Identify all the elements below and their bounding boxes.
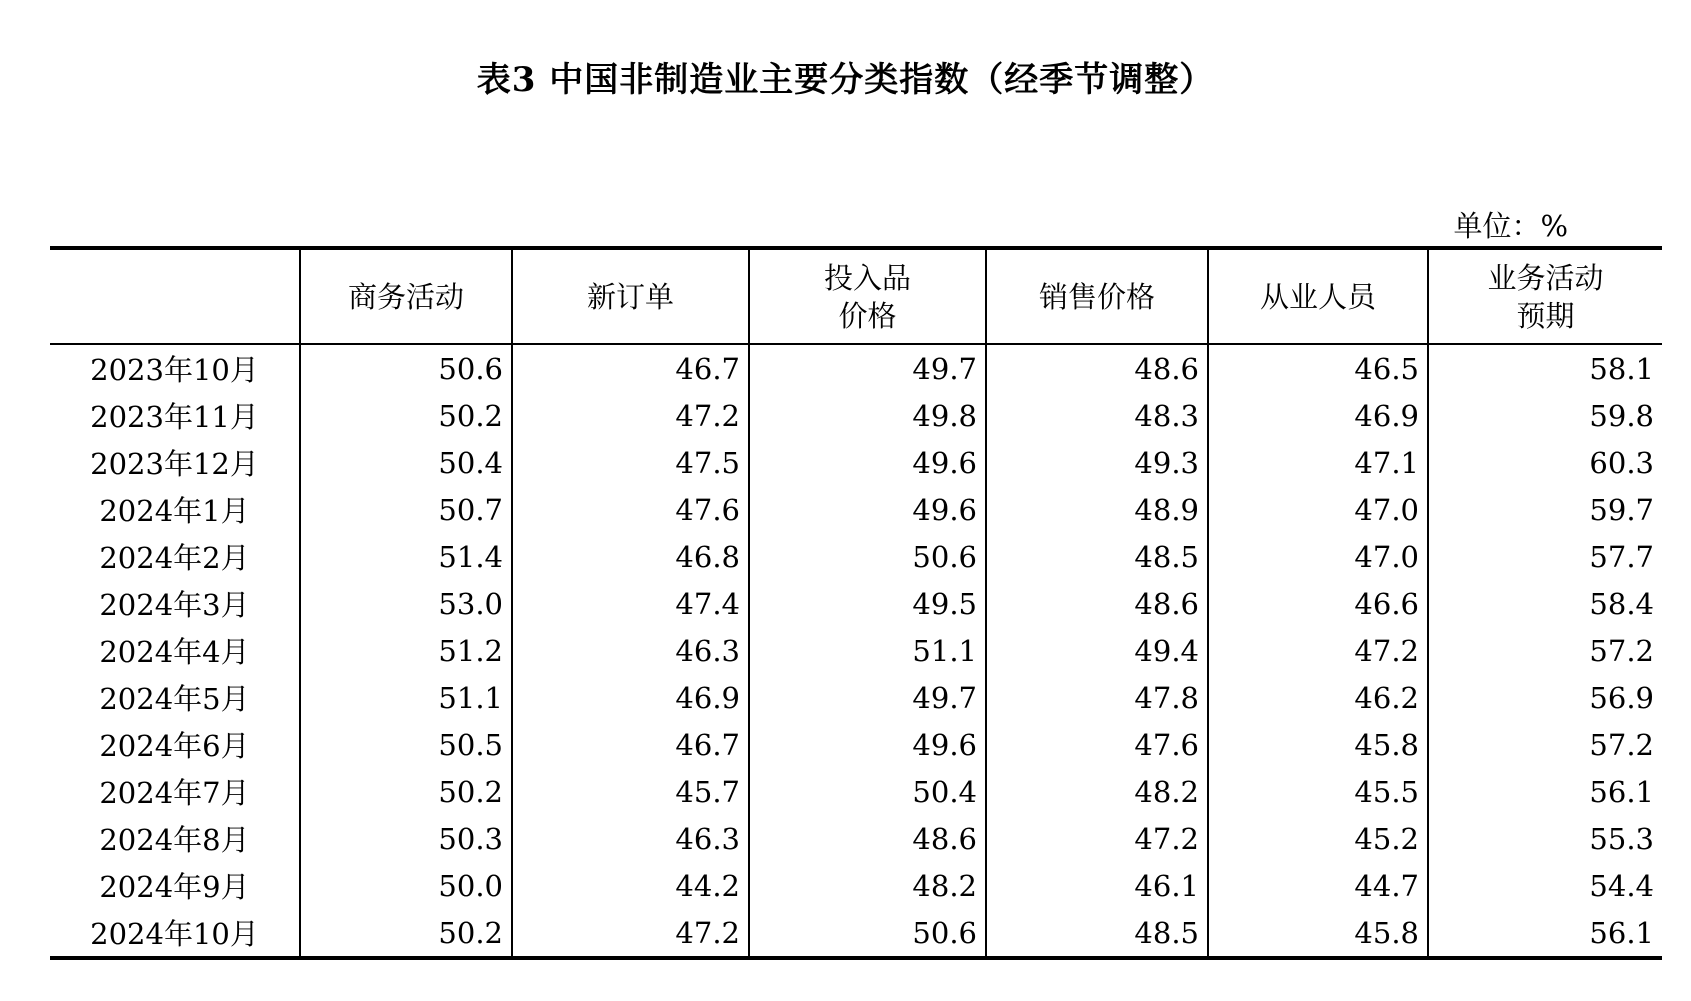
period-cell: 2024年2月 bbox=[99, 541, 250, 575]
value-cell-employment: 44.7 bbox=[1208, 862, 1428, 909]
value-cell-sales-prices: 48.2 bbox=[986, 768, 1208, 815]
column-header-period bbox=[50, 248, 300, 344]
column-header-input-prices bbox=[749, 248, 986, 344]
index-table bbox=[50, 246, 1662, 960]
value-cell-employment: 46.5 bbox=[1208, 344, 1428, 392]
table-row bbox=[50, 486, 1662, 533]
value-cell-new-orders: 47.5 bbox=[512, 439, 749, 486]
value-cell-input-prices: 49.7 bbox=[749, 344, 986, 392]
value-cell-input-prices: 50.6 bbox=[749, 909, 986, 958]
value-cell-new-orders: 46.7 bbox=[512, 344, 749, 392]
value-cell-employment: 45.8 bbox=[1208, 721, 1428, 768]
value-cell-employment: 45.5 bbox=[1208, 768, 1428, 815]
value-cell-sales-prices: 49.3 bbox=[986, 439, 1208, 486]
period-cell: 2024年3月 bbox=[99, 588, 250, 622]
value-cell-business-expectation: 58.1 bbox=[1428, 344, 1662, 392]
value-cell-business-expectation: 55.3 bbox=[1428, 815, 1662, 862]
value-cell-business-expectation: 54.4 bbox=[1428, 862, 1662, 909]
value-cell-employment: 47.0 bbox=[1208, 486, 1428, 533]
column-header-line: 业务活动 bbox=[1487, 260, 1604, 295]
value-cell-input-prices: 49.6 bbox=[749, 439, 986, 486]
table-row bbox=[50, 392, 1662, 439]
value-cell-business-activity: 51.4 bbox=[300, 533, 512, 580]
column-header-line: 销售价格 bbox=[1038, 279, 1155, 314]
period-cell: 2024年5月 bbox=[99, 682, 250, 716]
value-cell-sales-prices: 48.6 bbox=[986, 580, 1208, 627]
value-cell-employment: 46.2 bbox=[1208, 674, 1428, 721]
value-cell-business-activity: 53.0 bbox=[300, 580, 512, 627]
value-cell-new-orders: 44.2 bbox=[512, 862, 749, 909]
value-cell-input-prices: 50.4 bbox=[749, 768, 986, 815]
value-cell-business-activity: 50.2 bbox=[300, 392, 512, 439]
value-cell-employment: 47.2 bbox=[1208, 627, 1428, 674]
value-cell-business-expectation: 60.3 bbox=[1428, 439, 1662, 486]
value-cell-input-prices: 48.2 bbox=[749, 862, 986, 909]
value-cell-new-orders: 47.2 bbox=[512, 909, 749, 958]
column-header-employment bbox=[1208, 248, 1428, 344]
value-cell-sales-prices: 48.3 bbox=[986, 392, 1208, 439]
value-cell-new-orders: 46.3 bbox=[512, 627, 749, 674]
value-cell-new-orders: 47.4 bbox=[512, 580, 749, 627]
period-cell: 2024年7月 bbox=[99, 776, 250, 810]
value-cell-sales-prices: 48.5 bbox=[986, 909, 1208, 958]
column-header-line: 商务活动 bbox=[347, 279, 464, 314]
value-cell-input-prices: 49.8 bbox=[749, 392, 986, 439]
value-cell-input-prices: 50.6 bbox=[749, 533, 986, 580]
column-header-line: 投入品 bbox=[823, 260, 911, 295]
value-cell-business-activity: 50.2 bbox=[300, 909, 512, 958]
value-cell-employment: 46.9 bbox=[1208, 392, 1428, 439]
value-cell-business-activity: 50.4 bbox=[300, 439, 512, 486]
column-header-sales-prices bbox=[986, 248, 1208, 344]
column-header-new-orders bbox=[512, 248, 749, 344]
value-cell-business-expectation: 59.7 bbox=[1428, 486, 1662, 533]
value-cell-business-activity: 50.0 bbox=[300, 862, 512, 909]
period-cell: 2024年6月 bbox=[99, 729, 250, 763]
unit-label: 单位：% bbox=[1453, 209, 1568, 243]
value-cell-employment: 45.2 bbox=[1208, 815, 1428, 862]
table-row bbox=[50, 674, 1662, 721]
value-cell-input-prices: 49.5 bbox=[749, 580, 986, 627]
value-cell-new-orders: 46.7 bbox=[512, 721, 749, 768]
value-cell-sales-prices: 48.5 bbox=[986, 533, 1208, 580]
period-cell: 2024年10月 bbox=[90, 917, 259, 951]
value-cell-business-activity: 50.7 bbox=[300, 486, 512, 533]
column-header-line: 新订单 bbox=[586, 279, 674, 314]
value-cell-business-expectation: 57.2 bbox=[1428, 721, 1662, 768]
value-cell-input-prices: 49.6 bbox=[749, 721, 986, 768]
value-cell-input-prices: 51.1 bbox=[749, 627, 986, 674]
value-cell-sales-prices: 47.8 bbox=[986, 674, 1208, 721]
table-row bbox=[50, 768, 1662, 815]
table-row bbox=[50, 439, 1662, 486]
table-row bbox=[50, 533, 1662, 580]
table-row bbox=[50, 815, 1662, 862]
value-cell-sales-prices: 46.1 bbox=[986, 862, 1208, 909]
value-cell-employment: 45.8 bbox=[1208, 909, 1428, 958]
value-cell-new-orders: 46.8 bbox=[512, 533, 749, 580]
table-row bbox=[50, 862, 1662, 909]
header-row bbox=[50, 248, 1662, 344]
value-cell-input-prices: 49.7 bbox=[749, 674, 986, 721]
period-cell: 2024年1月 bbox=[99, 494, 250, 528]
period-cell: 2024年4月 bbox=[99, 635, 250, 669]
value-cell-new-orders: 46.3 bbox=[512, 815, 749, 862]
value-cell-sales-prices: 48.9 bbox=[986, 486, 1208, 533]
value-cell-new-orders: 45.7 bbox=[512, 768, 749, 815]
value-cell-business-expectation: 56.1 bbox=[1428, 909, 1662, 958]
table-row bbox=[50, 909, 1662, 958]
table-row bbox=[50, 344, 1662, 392]
value-cell-business-expectation: 57.7 bbox=[1428, 533, 1662, 580]
value-cell-business-expectation: 58.4 bbox=[1428, 580, 1662, 627]
value-cell-input-prices: 48.6 bbox=[749, 815, 986, 862]
value-cell-business-activity: 51.2 bbox=[300, 627, 512, 674]
value-cell-business-expectation: 56.1 bbox=[1428, 768, 1662, 815]
value-cell-sales-prices: 47.2 bbox=[986, 815, 1208, 862]
value-cell-new-orders: 46.9 bbox=[512, 674, 749, 721]
table-row bbox=[50, 721, 1662, 768]
value-cell-sales-prices: 49.4 bbox=[986, 627, 1208, 674]
table-row bbox=[50, 627, 1662, 674]
table-row bbox=[50, 580, 1662, 627]
column-header-business-expectation bbox=[1428, 248, 1662, 344]
value-cell-sales-prices: 47.6 bbox=[986, 721, 1208, 768]
value-cell-business-expectation: 56.9 bbox=[1428, 674, 1662, 721]
column-header-line: 从业人员 bbox=[1259, 279, 1376, 314]
period-cell: 2024年9月 bbox=[99, 870, 250, 904]
period-cell: 2023年11月 bbox=[90, 400, 259, 434]
column-header-line: 预期 bbox=[1516, 298, 1575, 333]
value-cell-input-prices: 49.6 bbox=[749, 486, 986, 533]
value-cell-new-orders: 47.6 bbox=[512, 486, 749, 533]
column-header-line: 价格 bbox=[838, 298, 897, 333]
table-title: 表3 中国非制造业主要分类指数（经季节调整） bbox=[476, 60, 1215, 100]
value-cell-business-activity: 50.2 bbox=[300, 768, 512, 815]
value-cell-business-activity: 50.6 bbox=[300, 344, 512, 392]
column-header-business-activity bbox=[300, 248, 512, 344]
value-cell-employment: 47.0 bbox=[1208, 533, 1428, 580]
value-cell-business-expectation: 57.2 bbox=[1428, 627, 1662, 674]
value-cell-business-expectation: 59.8 bbox=[1428, 392, 1662, 439]
value-cell-employment: 47.1 bbox=[1208, 439, 1428, 486]
table-body bbox=[50, 344, 1662, 958]
period-cell: 2023年10月 bbox=[90, 353, 259, 387]
value-cell-business-activity: 50.3 bbox=[300, 815, 512, 862]
value-cell-business-activity: 51.1 bbox=[300, 674, 512, 721]
table-header bbox=[50, 248, 1662, 344]
period-cell: 2024年8月 bbox=[99, 823, 250, 857]
period-cell: 2023年12月 bbox=[90, 447, 259, 481]
value-cell-business-activity: 50.5 bbox=[300, 721, 512, 768]
value-cell-new-orders: 47.2 bbox=[512, 392, 749, 439]
value-cell-sales-prices: 48.6 bbox=[986, 344, 1208, 392]
value-cell-employment: 46.6 bbox=[1208, 580, 1428, 627]
